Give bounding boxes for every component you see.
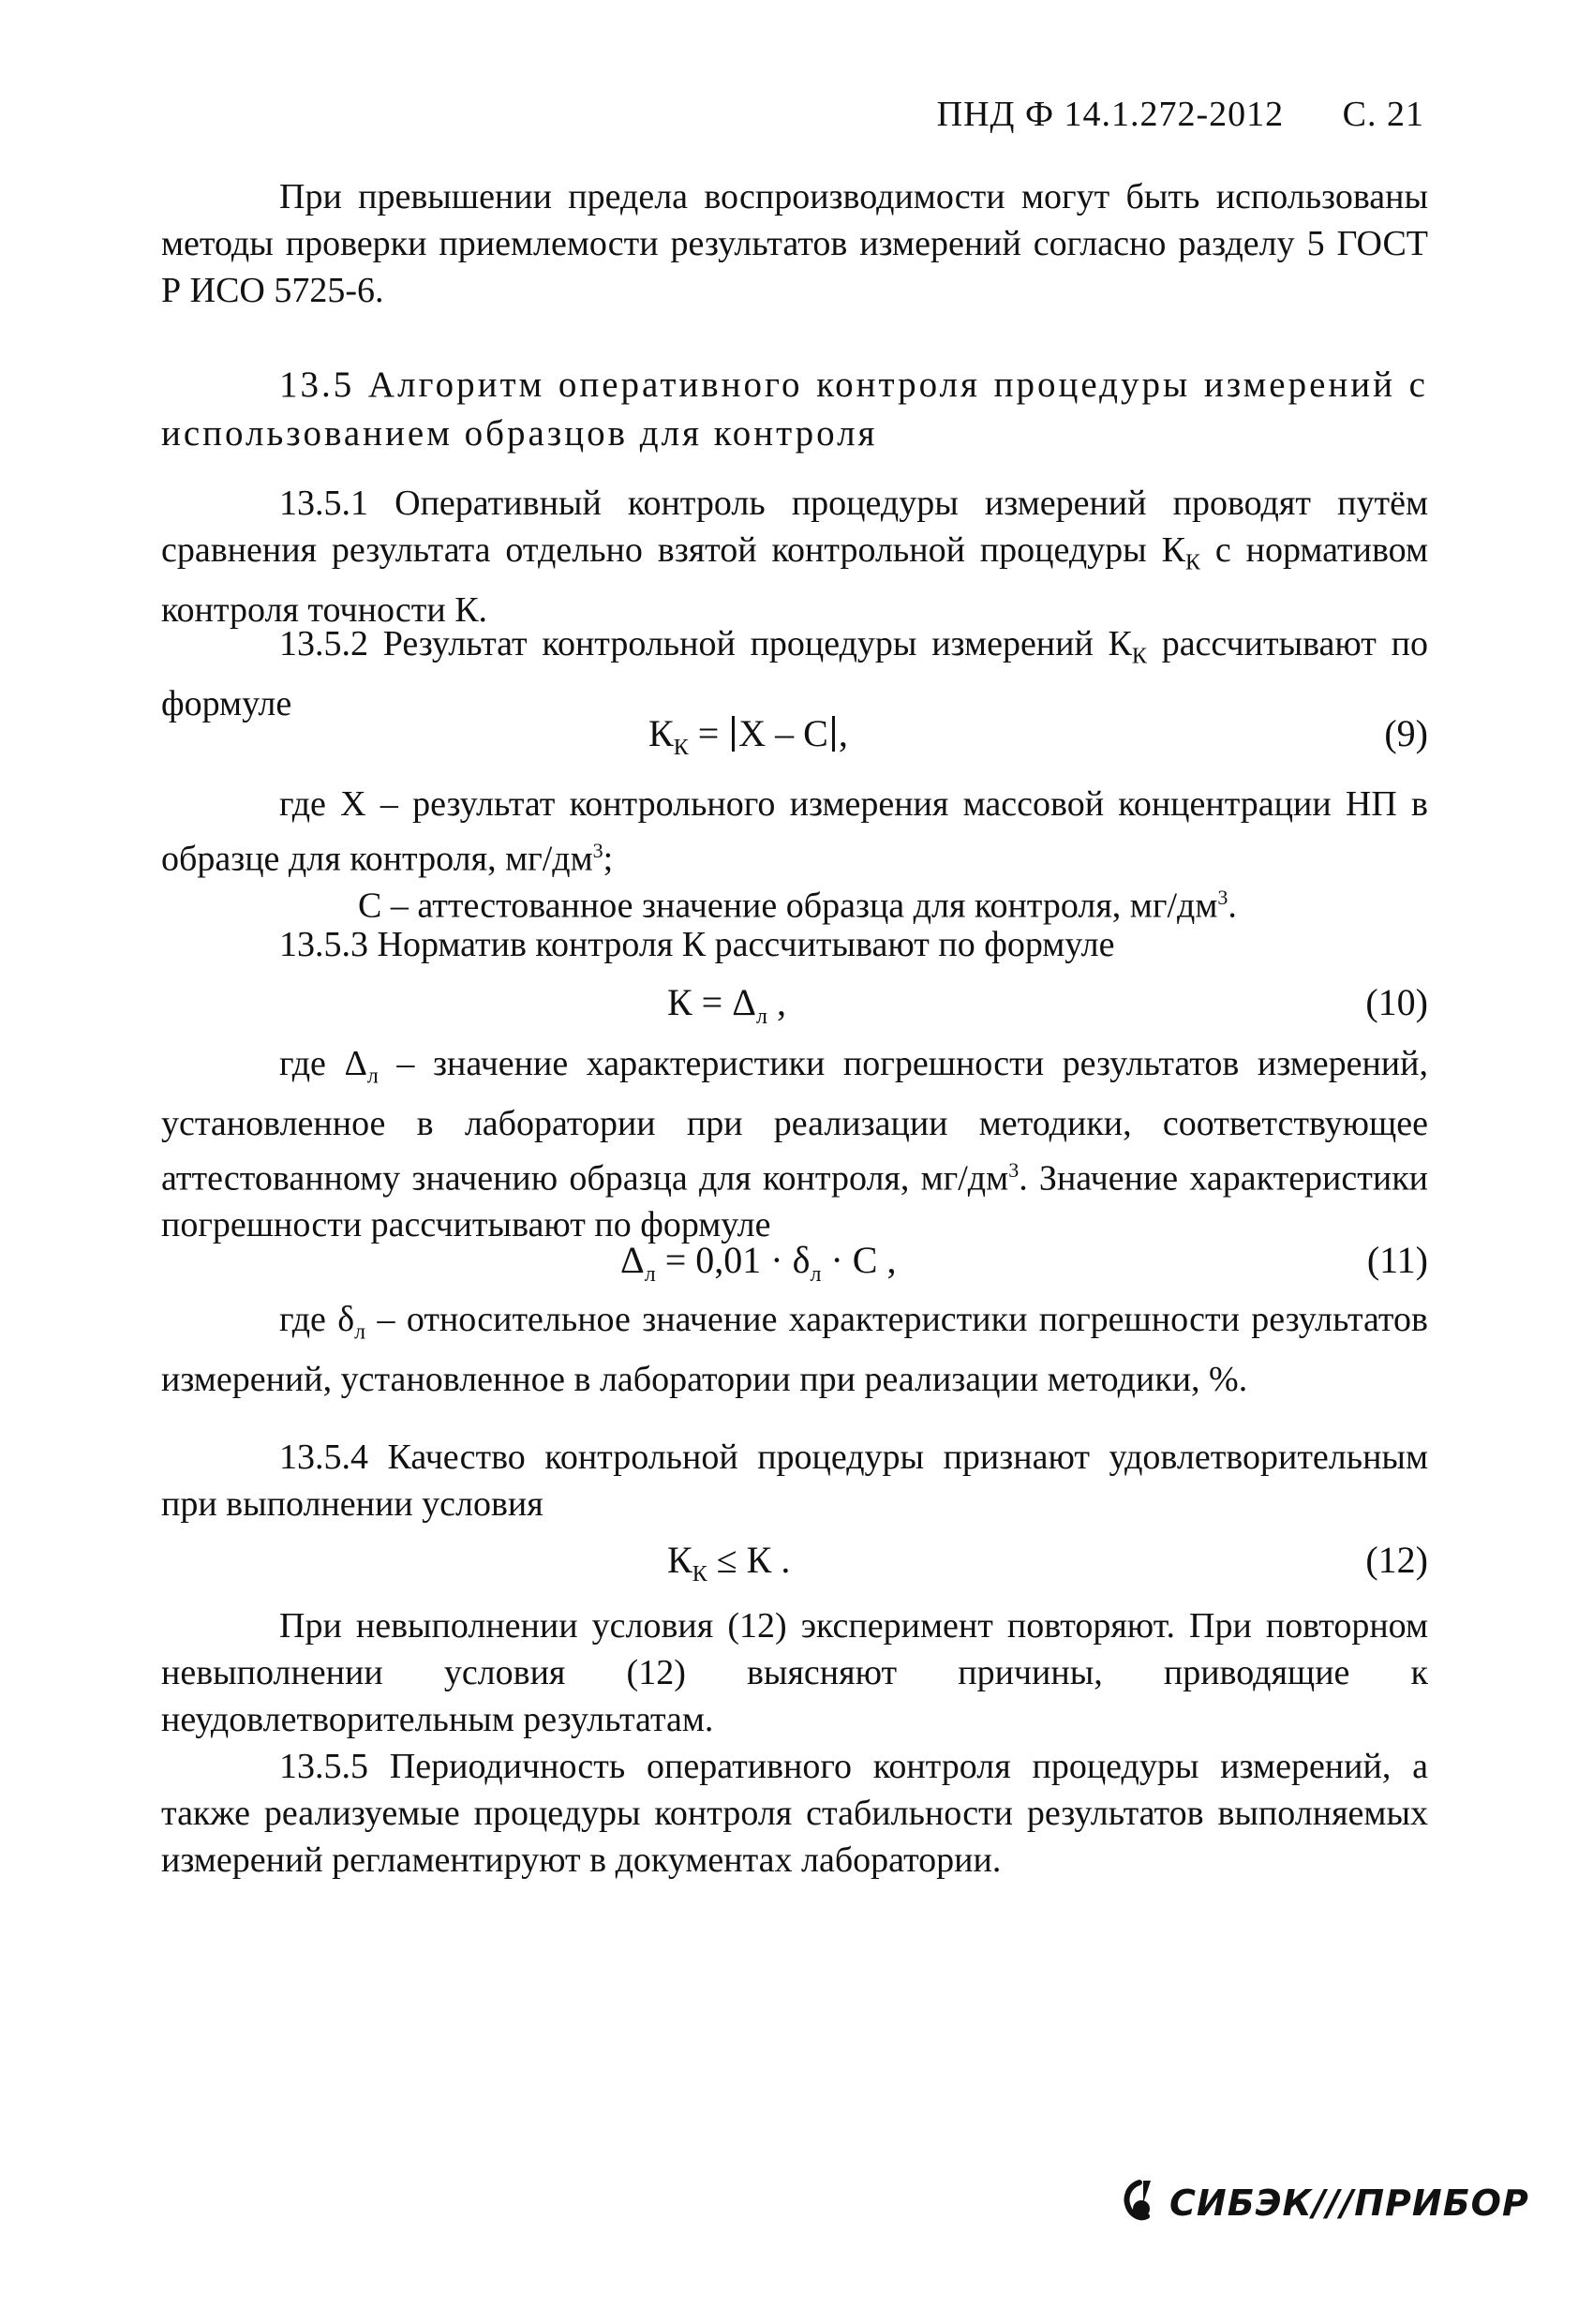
- logo-text: СИБЭК///ПРИБОР: [1169, 2182, 1529, 2224]
- where-x: где Х – результат контрольного измерения массовой концентрации НП в образце для контроля, $мг/дм^3$;: [161, 784, 1428, 879]
- where-c: С – аттестованное значение образца для контроля, $мг/дм^3$.: [358, 886, 1237, 926]
- page-header: [937, 94, 1424, 135]
- paragraph-13-5-2: 13.5.2 Результат контрольной процедуры измерений $К_К$ рассчитывают по формуле: [161, 624, 1428, 723]
- formula-9: $К_К = Х - С$ , (9): [648, 712, 1428, 760]
- page-number: С. 21: [1342, 95, 1424, 134]
- paragraph-13-5-5: 13.5.5 Периодичность оперативного контроля процедуры измерений, а также реализуемые процедуры контроля стабильности результатов выполняемых измерений регламентируют в документах лаборатории.: [161, 1747, 1428, 1880]
- formula-11: $\Delta_л = 0,01 \cdot \delta_л \cdot С$ , (11): [620, 1239, 1428, 1287]
- section-heading-13-5: 13.5 Алгоритм оперативного контроля процедуры измерений с использованием образцов для контроля: [161, 365, 1428, 454]
- paragraph-13-5-3: 13.5.3 Норматив контроля К рассчитывают по формуле: [279, 925, 1115, 964]
- formula-number-9: (9): [1384, 712, 1428, 754]
- paragraph-failure: При невыполнении условия (12) эксперимент повторяют. При повторном невыполнении условия (12) выясняют причины, приводящие к неудовлетворительным результатам.: [161, 1606, 1428, 1739]
- where-delta-l: где $\Delta_л$ – значение характеристики погрешности результатов измерений, установленное в лаборатории при реализации методики, соответствующее аттестованному значению образца для контроля, $мг/дм^3$. Значение характеристики погрешности рассчитывают по формуле: [161, 1044, 1428, 1245]
- publisher-logo: [1115, 2179, 1529, 2227]
- paragraph-13-5-1: 13.5.1 Оперативный контроль процедуры измерений проводят путём сравнения результата отдельно взятой контрольной процедуры $К_К$ с нормативом контроля точности К.: [161, 484, 1428, 630]
- formula-number-10: (10): [1365, 981, 1428, 1023]
- paragraph-13-5-4: 13.5.4 Качество контрольной процедуры признают удовлетворительным при выполнении условия: [161, 1438, 1428, 1524]
- paragraph-reproducibility: При превышении предела воспроизводимости могут быть использованы методы проверки приемлемости результатов измерений согласно разделу 5 ГОСТ Р ИСО 5725-6.: [161, 177, 1428, 310]
- formula-10: $К = \Delta_л$ , (10): [667, 981, 1428, 1029]
- where-delta-rel: где $\delta_л$ – относительное значение характеристики погрешности результатов измерений, установленное в лаборатории при реализации методики, %.: [161, 1300, 1428, 1399]
- formula-12: $К_К \le К$ . (12): [667, 1539, 1428, 1587]
- logo-emblem-icon: [1115, 2179, 1164, 2227]
- document-code: ПНД Ф 14.1.272-2012: [936, 95, 1285, 134]
- formula-number-12: (12): [1365, 1539, 1428, 1581]
- formula-number-11: (11): [1366, 1239, 1428, 1281]
